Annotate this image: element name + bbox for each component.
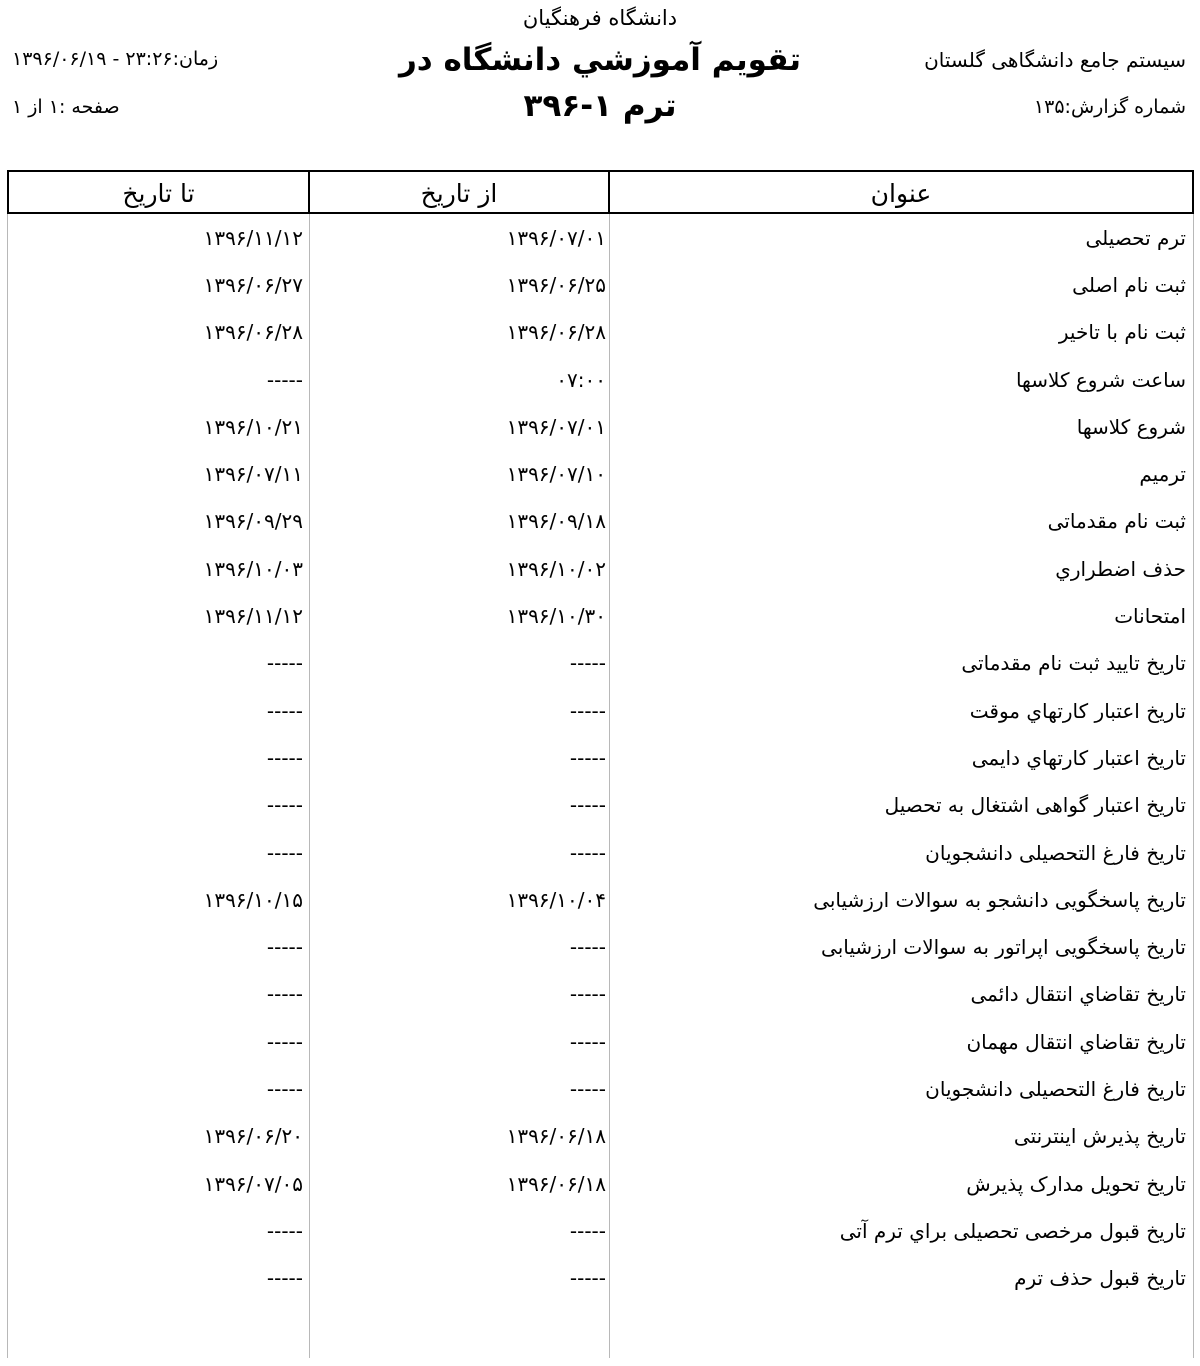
- to-date: -----: [266, 982, 303, 1007]
- event-title: ثبت نام مقدماتی: [1047, 509, 1186, 534]
- from-date: ۱۳۹۶/۰۶/۲۸: [506, 320, 606, 345]
- from-date: -----: [569, 698, 606, 723]
- from-date-cell: [310, 226, 610, 250]
- to-date-cell: [7, 699, 310, 723]
- to-date: -----: [266, 1266, 303, 1291]
- to-date-cell: [7, 1219, 310, 1243]
- calendar-table: [7, 170, 1194, 1358]
- event-title: ترمیم: [1139, 462, 1186, 487]
- from-date-cell: [310, 841, 610, 865]
- to-date-cell: [7, 1030, 310, 1054]
- table-row: [7, 782, 1194, 829]
- to-date: ۱۳۹۶/۰۷/۱۱: [203, 462, 303, 487]
- from-date: ۱۳۹۶/۱۰/۰۲: [506, 556, 606, 581]
- table-row: [7, 498, 1194, 545]
- table-row: [7, 1065, 1194, 1112]
- from-date-cell: [310, 793, 610, 817]
- table-row: [7, 734, 1194, 781]
- to-date: ۱۳۹۶/۱۰/۰۳: [203, 556, 303, 581]
- column-header-to-date: تا تاریخ: [122, 179, 195, 208]
- to-date: -----: [266, 1029, 303, 1054]
- from-date: -----: [569, 1076, 606, 1101]
- table-row: [7, 450, 1194, 497]
- to-date: -----: [266, 840, 303, 865]
- to-date-cell: [7, 509, 310, 533]
- to-date-cell: [7, 604, 310, 628]
- to-date-cell: [7, 888, 310, 912]
- university-name: دانشگاه فرهنگیان: [522, 6, 678, 30]
- from-date-cell: [310, 368, 610, 392]
- table-row: [7, 1018, 1194, 1065]
- from-date-cell: [310, 273, 610, 297]
- from-date: -----: [569, 840, 606, 865]
- report-number: شماره گزارش:۱۳۵: [1033, 96, 1186, 118]
- system-name: سیستم جامع دانشگاهی گلستان: [924, 48, 1186, 72]
- event-title: تاریخ پذیرش اینترنتی: [1013, 1124, 1186, 1149]
- event-title: حذف اضطراري: [1055, 556, 1186, 581]
- table-row: [7, 403, 1194, 450]
- from-date: ۱۳۹۶/۰۹/۱۸: [506, 509, 606, 534]
- report-time: زمان:۲۳:۲۶ - ۱۳۹۶/۰۶/۱۹: [12, 48, 219, 70]
- event-title: شروع کلاسها: [1076, 414, 1186, 439]
- from-date-cell: [310, 746, 610, 770]
- to-date: -----: [266, 793, 303, 818]
- event-title: تاریخ اعتبار کارتهاي موقت: [969, 698, 1186, 723]
- to-date-cell: [7, 273, 310, 297]
- to-date: ۱۳۹۶/۱۰/۲۱: [203, 414, 303, 439]
- from-date: -----: [569, 1266, 606, 1291]
- to-date-cell: [7, 793, 310, 817]
- from-date: ۱۳۹۶/۰۷/۰۱: [506, 414, 606, 439]
- to-date: ۱۳۹۶/۰۷/۰۵: [203, 1171, 303, 1196]
- from-date: -----: [569, 1029, 606, 1054]
- from-date-cell: [310, 1077, 610, 1101]
- to-date-cell: [7, 1172, 310, 1196]
- to-date-cell: [7, 982, 310, 1006]
- from-date: -----: [569, 745, 606, 770]
- event-title: ثبت نام اصلی: [1072, 272, 1186, 297]
- to-date-cell: [7, 935, 310, 959]
- table-row: [7, 1160, 1194, 1207]
- to-date-cell: [7, 320, 310, 344]
- table-body: [7, 214, 1194, 1302]
- table-header-row: [7, 170, 1194, 214]
- to-date: -----: [266, 1218, 303, 1243]
- to-date: ۱۳۹۶/۰۶/۲۷: [203, 272, 303, 297]
- table-row: [7, 876, 1194, 923]
- table-row: [7, 1255, 1194, 1302]
- to-date-cell: [7, 415, 310, 439]
- from-date-cell: [310, 1030, 610, 1054]
- event-title: تاریخ تقاضاي انتقال دائمی: [970, 982, 1186, 1007]
- from-date: -----: [569, 651, 606, 676]
- column-header-from-date: از تاریخ: [308, 172, 608, 212]
- report-title: تقویم آموزشي دانشگاه در: [398, 42, 802, 78]
- from-date: -----: [569, 1218, 606, 1243]
- from-date-cell: [310, 462, 610, 486]
- from-date-cell: [310, 935, 610, 959]
- to-date-cell: [7, 746, 310, 770]
- to-date-cell: [7, 462, 310, 486]
- term-title: ترم ۱-۳۹۶: [523, 88, 677, 124]
- event-title: ساعت شروع کلاسها: [1015, 367, 1186, 392]
- to-date: ۱۳۹۶/۰۶/۲۰: [203, 1124, 303, 1149]
- to-date: -----: [266, 367, 303, 392]
- event-title: تاریخ قبول مرخصی تحصیلی براي ترم آتی: [839, 1218, 1186, 1243]
- event-title: تاریخ اعتبار کارتهاي دايمی: [971, 745, 1186, 770]
- table-row: [7, 1207, 1194, 1254]
- event-title: تاریخ پاسخگویی اپراتور به سوالات ارزشیابی: [821, 935, 1186, 960]
- to-date: -----: [266, 651, 303, 676]
- from-date: -----: [569, 935, 606, 960]
- to-date: -----: [266, 698, 303, 723]
- from-date-cell: [310, 1124, 610, 1148]
- table-row: [7, 261, 1194, 308]
- from-date-cell: [310, 651, 610, 675]
- to-date: -----: [266, 1076, 303, 1101]
- to-date: ۱۳۹۶/۱۰/۱۵: [203, 887, 303, 912]
- from-date: ۱۳۹۶/۰۶/۲۵: [506, 272, 606, 297]
- event-title: تاریخ اعتبار گواهی اشتغال به تحصیل: [884, 793, 1186, 818]
- from-date: ۱۳۹۶/۰۶/۱۸: [506, 1171, 606, 1196]
- table-row: [7, 214, 1194, 261]
- from-date-cell: [310, 1266, 610, 1290]
- from-date-cell: [310, 415, 610, 439]
- event-title: تاریخ فارغ التحصیلی دانشجویان: [925, 840, 1186, 865]
- from-date-cell: [310, 509, 610, 533]
- table-row: [7, 592, 1194, 639]
- table-row: [7, 1113, 1194, 1160]
- to-date-cell: [7, 557, 310, 581]
- event-title: تاریخ پاسخگویی دانشجو به سوالات ارزشیابی: [813, 887, 1186, 912]
- to-date-cell: [7, 226, 310, 250]
- from-date-cell: [310, 320, 610, 344]
- to-date-cell: [7, 368, 310, 392]
- to-date: ۱۳۹۶/۰۶/۲۸: [203, 320, 303, 345]
- event-title: تاریخ تحویل مدارک پذیرش: [966, 1171, 1186, 1196]
- from-date-cell: [310, 557, 610, 581]
- from-date-cell: [310, 604, 610, 628]
- table-row: [7, 971, 1194, 1018]
- from-date-cell: [310, 699, 610, 723]
- to-date-cell: [7, 1077, 310, 1101]
- from-date: ۱۳۹۶/۱۰/۳۰: [506, 604, 606, 629]
- table-row: [7, 829, 1194, 876]
- from-date-cell: [310, 1172, 610, 1196]
- to-date: -----: [266, 935, 303, 960]
- to-date: -----: [266, 745, 303, 770]
- from-date-cell: [310, 888, 610, 912]
- column-header-title: عنوان: [608, 172, 1192, 212]
- to-date-cell: [7, 841, 310, 865]
- from-date-cell: [310, 982, 610, 1006]
- from-date: ۱۳۹۶/۰۶/۱۸: [506, 1124, 606, 1149]
- table-row: [7, 923, 1194, 970]
- event-title: تاریخ فارغ التحصیلی دانشجویان: [925, 1076, 1186, 1101]
- table-row: [7, 356, 1194, 403]
- event-title: ثبت نام با تاخیر: [1058, 320, 1186, 345]
- to-date-cell: [7, 1124, 310, 1148]
- table-row: [7, 309, 1194, 356]
- to-date-cell: [7, 1266, 310, 1290]
- from-date: ۱۳۹۶/۰۷/۱۰: [506, 462, 606, 487]
- event-title: تاریخ قبول حذف ترم: [1014, 1266, 1186, 1291]
- table-row: [7, 687, 1194, 734]
- from-date: ۰۷:۰۰: [556, 367, 606, 392]
- event-title: ترم تحصیلی: [1085, 225, 1186, 250]
- from-date-cell: [310, 1219, 610, 1243]
- event-title: تاریخ تایید ثبت نام مقدماتی: [961, 651, 1186, 676]
- from-date: -----: [569, 793, 606, 818]
- event-title: تاریخ تقاضاي انتقال مهمان: [966, 1029, 1186, 1054]
- table-row: [7, 545, 1194, 592]
- table-row: [7, 640, 1194, 687]
- from-date: ۱۳۹۶/۰۷/۰۱: [506, 225, 606, 250]
- from-date: -----: [569, 982, 606, 1007]
- to-date: ۱۳۹۶/۱۱/۱۲: [203, 225, 303, 250]
- page-info: صفحه :۱ از ۱: [12, 96, 120, 118]
- from-date: ۱۳۹۶/۱۰/۰۴: [506, 887, 606, 912]
- to-date: ۱۳۹۶/۱۱/۱۲: [203, 604, 303, 629]
- to-date: ۱۳۹۶/۰۹/۲۹: [203, 509, 303, 534]
- to-date-cell: [7, 651, 310, 675]
- event-title: امتحانات: [1114, 604, 1186, 629]
